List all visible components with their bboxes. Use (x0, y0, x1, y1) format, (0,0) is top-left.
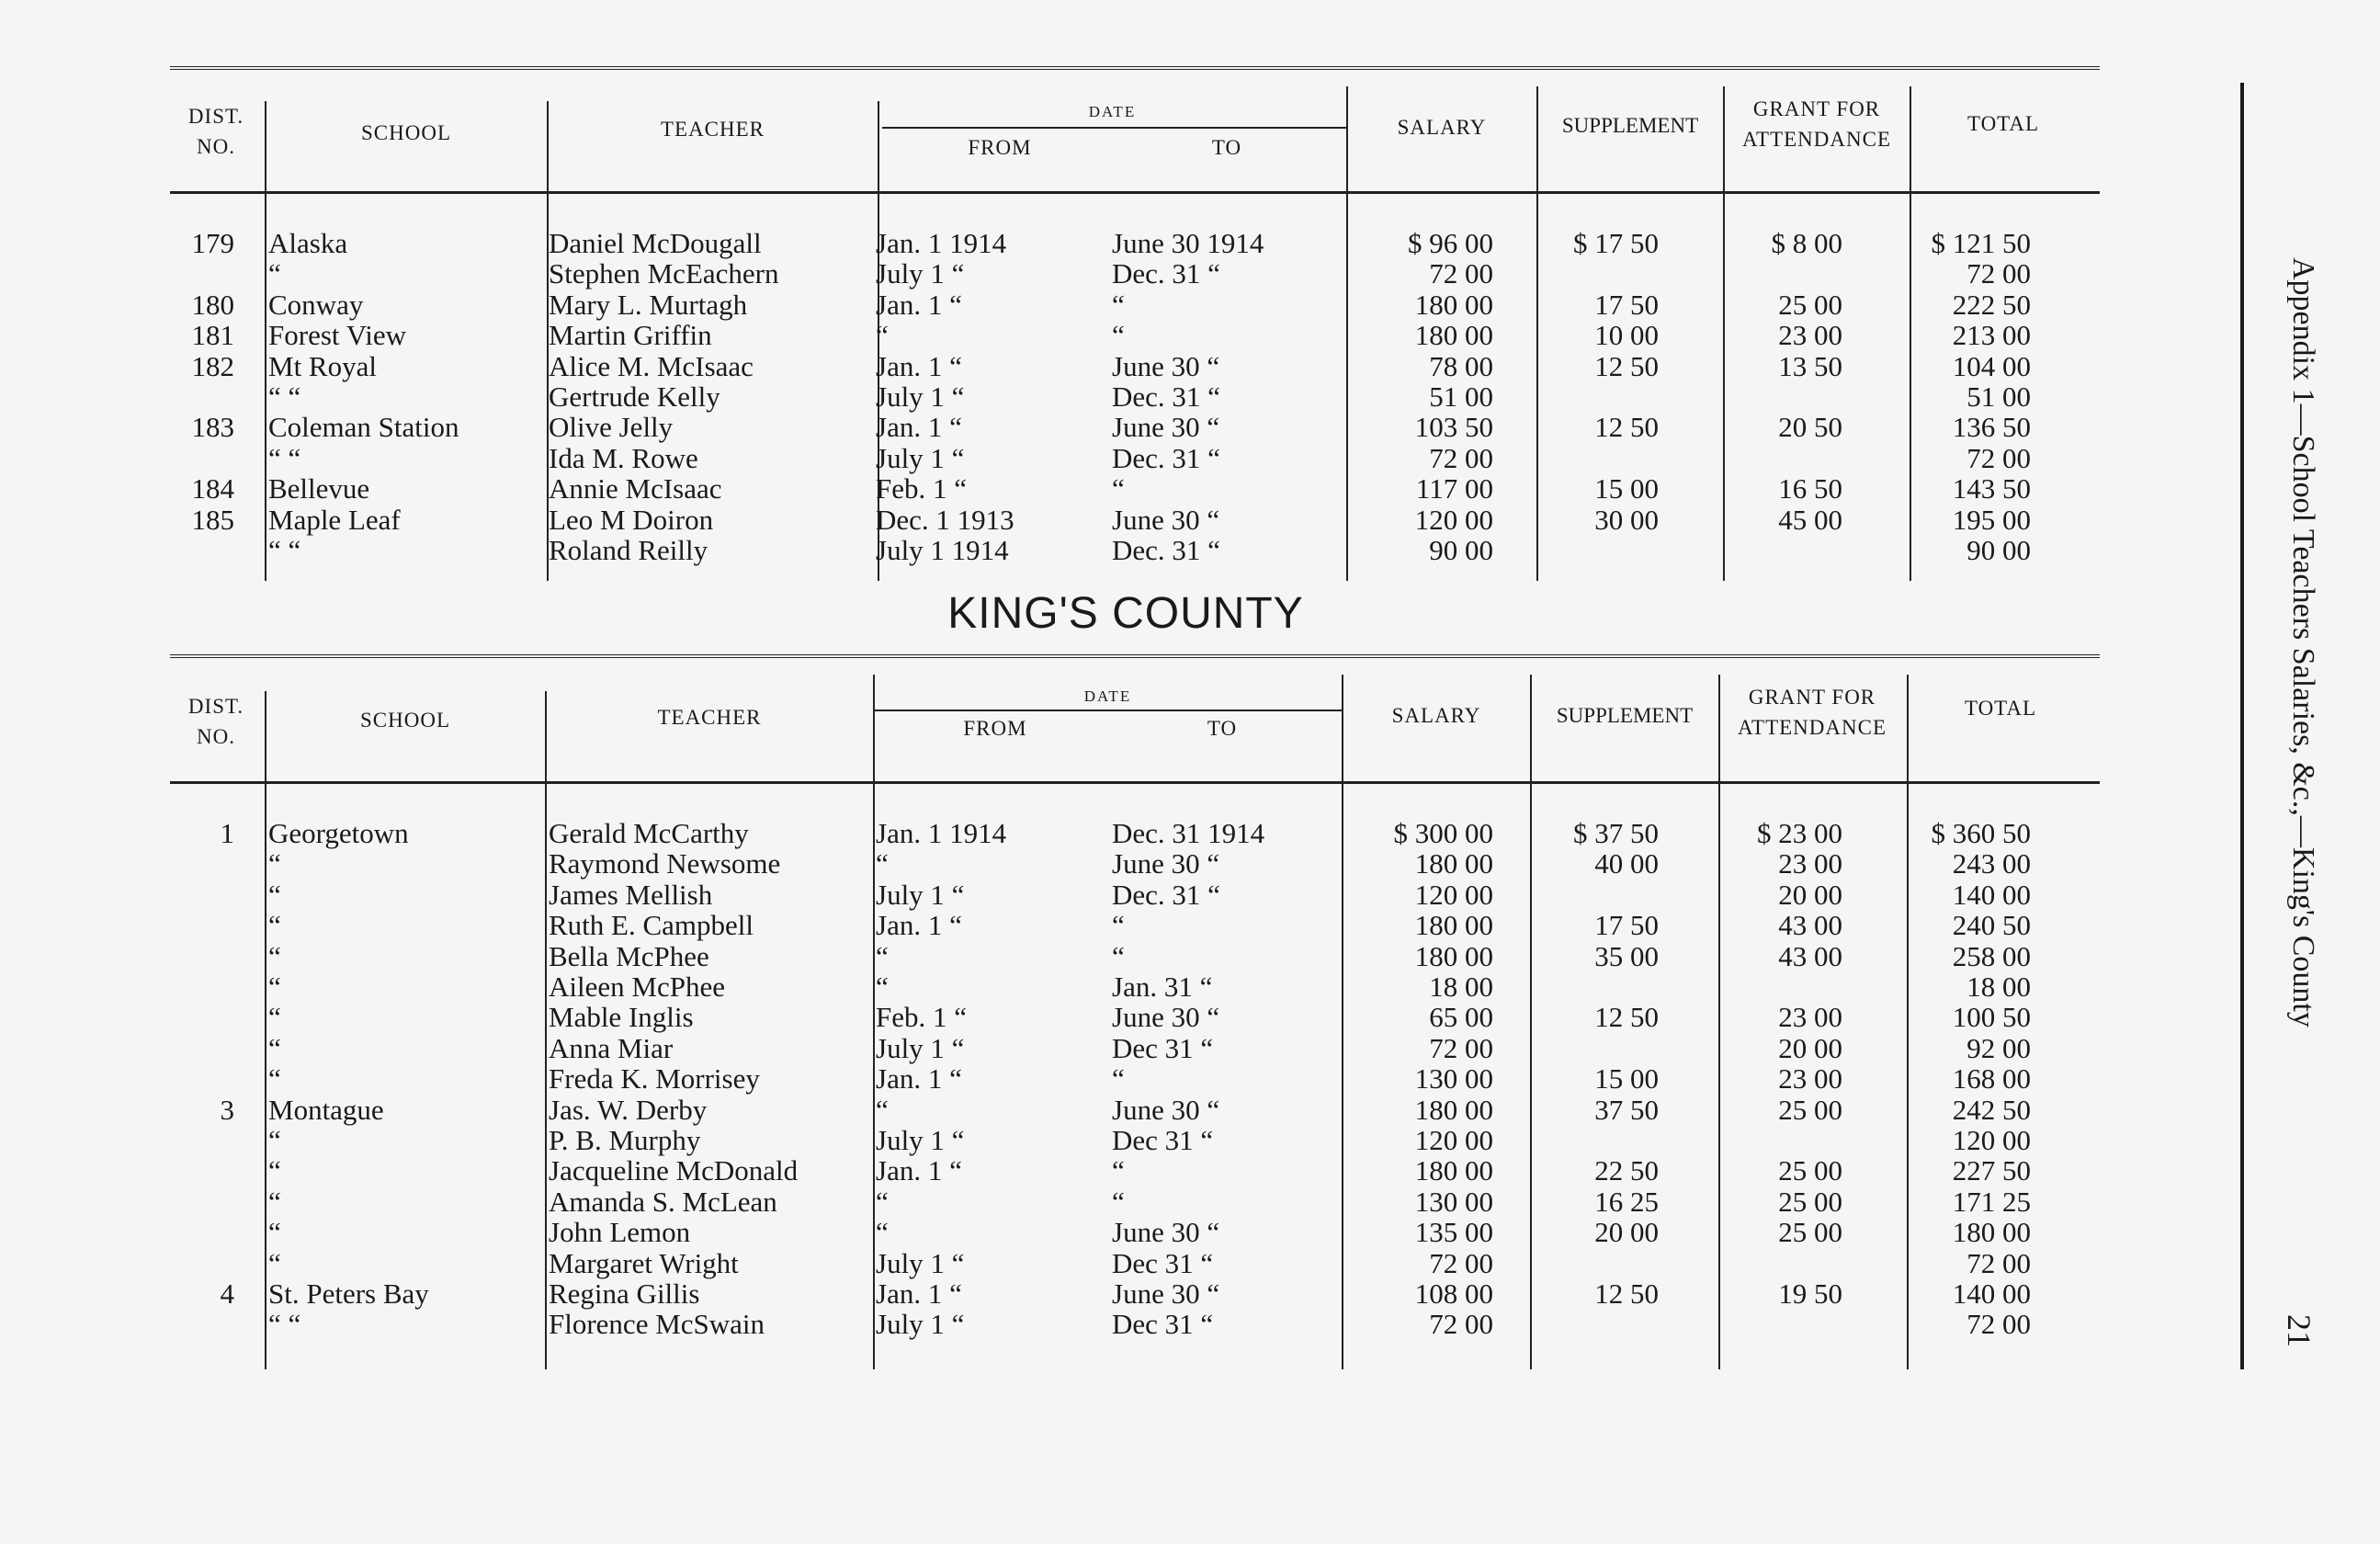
salary-cell: 120 00 (1414, 503, 1493, 536)
salary-cell: 180 00 (1414, 1154, 1493, 1187)
grant-cell: 16 50 (1778, 472, 1842, 505)
date-from-cell: “ (876, 971, 889, 1003)
salary-cell: 108 00 (1414, 1277, 1493, 1310)
date-from-cell: July 1 “ (876, 441, 965, 474)
grant-cell: 25 00 (1778, 1154, 1842, 1187)
teacher-cell: Annie McIsaac (549, 472, 722, 505)
date-from-cell: “ (876, 319, 889, 352)
dist-no-cell: 179 (191, 227, 234, 259)
date-from-cell: “ (876, 1185, 889, 1218)
school-cell: Conway (268, 288, 364, 321)
teacher-cell: Freda K. Morrisey (549, 1062, 760, 1096)
date-from-cell: Jan. 1 1914 (876, 817, 1007, 849)
salary-cell: $ 96 00 (1408, 227, 1493, 259)
table-row (170, 351, 2100, 381)
date-header-rule (882, 127, 1346, 129)
total-cell: 213 00 (1952, 319, 2031, 352)
total-cell: 240 50 (1952, 909, 2031, 942)
table-row (170, 1248, 2100, 1278)
header-to: TO (1211, 136, 1242, 159)
teacher-cell: Mary L. Murtagh (549, 288, 748, 321)
dist-no-cell: 185 (191, 503, 234, 536)
page-number (2247, 1314, 2339, 1369)
teacher-cell: Mable Inglis (549, 1001, 694, 1034)
supplement-cell: 22 50 (1594, 1154, 1659, 1187)
total-cell: $ 360 50 (1931, 817, 2031, 849)
total-cell: 90 00 (1966, 534, 2031, 566)
salary-cell: 103 50 (1414, 411, 1493, 444)
teacher-cell: Margaret Wright (549, 1246, 739, 1279)
salary-cell: 18 00 (1429, 971, 1493, 1003)
grant-cell: 25 00 (1778, 288, 1842, 321)
date-from-cell: Jan. 1 “ (876, 411, 962, 444)
dist-no-cell: 184 (191, 472, 234, 505)
total-cell: $ 121 50 (1931, 227, 2031, 259)
header-from: FROM (968, 136, 1032, 159)
salary-cell: 180 00 (1414, 288, 1493, 321)
salary-cell: $ 300 00 (1393, 817, 1493, 849)
table-row (170, 473, 2100, 504)
school-cell: “ (268, 939, 281, 972)
date-from-cell: July 1 “ (876, 878, 965, 911)
date-to-cell: “ (1112, 319, 1125, 352)
teacher-cell: Jacqueline McDonald (549, 1154, 799, 1187)
total-cell: 18 00 (1966, 971, 2031, 1003)
date-to-cell: Dec 31 “ (1112, 1308, 1214, 1341)
header-salary: SALARY (1391, 704, 1481, 727)
header-to: TO (1207, 717, 1238, 740)
school-cell: “ (268, 909, 281, 942)
grant-cell: 23 00 (1778, 847, 1842, 880)
teacher-cell: P. B. Murphy (549, 1124, 701, 1156)
date-header-rule (873, 710, 1342, 711)
header-school: SCHOOL (360, 121, 451, 144)
school-cell: Bellevue (268, 472, 370, 505)
school-cell: “ “ (268, 380, 301, 413)
county-title: KING'S COUNTY (947, 589, 1304, 638)
teacher-cell: Daniel McDougall (549, 227, 762, 259)
salary-cell: 72 00 (1429, 441, 1493, 474)
header-teacher: TEACHER (657, 706, 762, 729)
grant-cell: 43 00 (1778, 939, 1842, 972)
teacher-cell: Jas. W. Derby (549, 1093, 708, 1126)
date-to-cell: June 30 1914 (1112, 227, 1264, 259)
supplement-cell: 10 00 (1594, 319, 1659, 352)
date-from-cell: “ (876, 1093, 889, 1126)
school-cell: “ (268, 971, 281, 1003)
header-dist: DIST. NO. (187, 695, 244, 748)
table-row (170, 1217, 2100, 1247)
table-top-rule (170, 66, 2100, 70)
table-row (170, 228, 2100, 258)
teacher-cell: Alice M. McIsaac (549, 349, 754, 382)
running-title (2247, 257, 2339, 1140)
date-from-cell: Feb. 1 “ (876, 472, 968, 505)
total-cell: 72 00 (1966, 1308, 2031, 1341)
date-to-cell: Dec. 31 “ (1112, 441, 1220, 474)
teacher-cell: Aileen McPhee (549, 971, 725, 1003)
grant-cell: 43 00 (1778, 909, 1842, 942)
date-to-cell: June 30 “ (1112, 503, 1220, 536)
table-row (170, 1033, 2100, 1063)
supplement-cell: 12 50 (1594, 349, 1659, 382)
total-cell: 258 00 (1952, 939, 2031, 972)
supplement-cell: 15 00 (1594, 1062, 1659, 1096)
salary-cell: 180 00 (1414, 909, 1493, 942)
school-cell: Montague (268, 1093, 384, 1126)
total-cell: 195 00 (1952, 503, 2031, 536)
grant-cell: $ 8 00 (1771, 227, 1842, 259)
grant-cell: 25 00 (1778, 1185, 1842, 1218)
teacher-cell: Leo M Doiron (549, 503, 714, 536)
school-cell: “ “ (268, 441, 301, 474)
date-from-cell: July 1 “ (876, 257, 965, 290)
teacher-cell: Regina Gillis (549, 1277, 700, 1310)
table-top-rule (170, 654, 2100, 658)
teacher-cell: Olive Jelly (549, 411, 674, 444)
dist-no-cell: 180 (191, 288, 234, 321)
dist-no-cell: 181 (191, 319, 234, 352)
school-cell: Maple Leaf (268, 503, 401, 536)
school-cell: Mt Royal (268, 349, 377, 382)
table-row (170, 1155, 2100, 1186)
school-cell: Forest View (268, 319, 406, 352)
teacher-cell: Raymond Newsome (549, 847, 781, 880)
date-from-cell: Jan. 1 “ (876, 349, 962, 382)
date-from-cell: July 1 “ (876, 1031, 965, 1064)
date-to-cell: “ (1112, 1062, 1125, 1096)
supplement-cell: 40 00 (1594, 847, 1659, 880)
salary-cell: 120 00 (1414, 878, 1493, 911)
date-from-cell: Jan. 1 “ (876, 1277, 962, 1310)
date-to-cell: “ (1112, 1185, 1125, 1218)
teacher-cell: Ruth E. Campbell (549, 909, 754, 942)
school-cell: “ (268, 257, 281, 290)
grant-cell: $ 23 00 (1757, 817, 1842, 849)
date-from-cell: Jan. 1 “ (876, 288, 962, 321)
salary-cell: 130 00 (1414, 1062, 1493, 1096)
date-to-cell: Dec. 31 “ (1112, 257, 1220, 290)
salary-cell: 51 00 (1429, 380, 1493, 413)
teacher-cell: Gertrude Kelly (549, 380, 720, 413)
school-cell: St. Peters Bay (268, 1277, 429, 1310)
date-from-cell: July 1 1914 (876, 534, 1009, 566)
supplement-cell: $ 17 50 (1573, 227, 1659, 259)
supplement-cell: 30 00 (1594, 503, 1659, 536)
salary-cell: 130 00 (1414, 1185, 1493, 1218)
teacher-cell: James Mellish (549, 878, 713, 911)
school-cell: “ (268, 1124, 281, 1156)
salary-cell: 90 00 (1429, 534, 1493, 566)
header-total: TOTAL (1964, 697, 2037, 720)
table-row (170, 880, 2100, 910)
date-to-cell: Dec 31 “ (1112, 1124, 1214, 1156)
supplement-cell: 12 50 (1594, 1001, 1659, 1034)
running-title-text: Appendix 1—School Teachers Salaries, &c.,—King's County (2286, 257, 2320, 1027)
school-cell: “ (268, 1062, 281, 1096)
date-from-cell: July 1 “ (876, 1308, 965, 1341)
date-to-cell: “ (1112, 909, 1125, 942)
total-cell: 92 00 (1966, 1031, 2031, 1064)
total-cell: 100 50 (1952, 1001, 2031, 1034)
total-cell: 242 50 (1952, 1093, 2031, 1126)
salary-cell: 180 00 (1414, 1093, 1493, 1126)
table-row (170, 1063, 2100, 1094)
dist-no-cell: 3 (220, 1093, 234, 1126)
total-cell: 180 00 (1952, 1216, 2031, 1249)
school-cell: “ (268, 878, 281, 911)
total-cell: 104 00 (1952, 349, 2031, 382)
page-number-text: 21 (2281, 1314, 2318, 1347)
date-to-cell: Dec. 31 “ (1112, 878, 1220, 911)
date-from-cell: Jan. 1 “ (876, 1062, 962, 1096)
dist-no-cell: 1 (220, 817, 234, 849)
date-to-cell: Dec. 31 1914 (1112, 817, 1265, 849)
header-salary: SALARY (1397, 116, 1487, 139)
table-row (170, 1278, 2100, 1309)
table-row (170, 320, 2100, 350)
total-cell: 51 00 (1966, 380, 2031, 413)
table-row (170, 443, 2100, 473)
date-from-cell: Feb. 1 “ (876, 1001, 968, 1034)
supplement-cell: 20 00 (1594, 1216, 1659, 1249)
salary-cell: 72 00 (1429, 1308, 1493, 1341)
school-cell: “ “ (268, 534, 301, 566)
school-cell: “ (268, 1154, 281, 1187)
teacher-cell: Anna Miar (549, 1031, 674, 1064)
date-to-cell: “ (1112, 939, 1125, 972)
date-to-cell: June 30 “ (1112, 1216, 1220, 1249)
grant-cell: 25 00 (1778, 1093, 1842, 1126)
dist-no-cell: 4 (220, 1277, 234, 1310)
total-cell: 72 00 (1966, 441, 2031, 474)
teacher-cell: John Lemon (549, 1216, 691, 1249)
table-row (170, 1095, 2100, 1125)
teacher-cell: Ida M. Rowe (549, 441, 698, 474)
total-cell: 143 50 (1952, 472, 2031, 505)
date-from-cell: Jan. 1 1914 (876, 227, 1007, 259)
supplement-cell: 37 50 (1594, 1093, 1659, 1126)
table-row (170, 412, 2100, 442)
total-cell: 72 00 (1966, 257, 2031, 290)
table-row (170, 1186, 2100, 1217)
header-dist: DIST. NO. (187, 105, 244, 158)
header-bottom-rule (170, 781, 2100, 784)
date-from-cell: “ (876, 1216, 889, 1249)
table-row (170, 818, 2100, 848)
total-cell: 227 50 (1952, 1154, 2031, 1187)
date-to-cell: “ (1112, 288, 1125, 321)
table-row (170, 1309, 2100, 1339)
school-cell: Georgetown (268, 817, 409, 849)
header-supplement: SUPPLEMENT (1561, 114, 1699, 137)
date-to-cell: June 30 “ (1112, 1277, 1220, 1310)
teacher-cell: Martin Griffin (549, 319, 712, 352)
date-to-cell: June 30 “ (1112, 1001, 1220, 1034)
date-from-cell: Jan. 1 “ (876, 909, 962, 942)
grant-cell: 13 50 (1778, 349, 1842, 382)
date-to-cell: Dec 31 “ (1112, 1031, 1214, 1064)
salary-cell: 72 00 (1429, 257, 1493, 290)
salary-cell: 65 00 (1429, 1001, 1493, 1034)
salary-cell: 180 00 (1414, 319, 1493, 352)
school-cell: “ (268, 1216, 281, 1249)
date-from-cell: July 1 “ (876, 1246, 965, 1279)
school-cell: Coleman Station (268, 411, 459, 444)
salary-cell: 78 00 (1429, 349, 1493, 382)
supplement-cell: 17 50 (1594, 909, 1659, 942)
date-to-cell: June 30 “ (1112, 1093, 1220, 1126)
school-cell: “ (268, 847, 281, 880)
header-date: DATE (1088, 103, 1137, 120)
date-to-cell: Jan. 31 “ (1112, 971, 1213, 1003)
school-cell: “ (268, 1031, 281, 1064)
date-to-cell: June 30 “ (1112, 349, 1220, 382)
supplement-cell: 12 50 (1594, 1277, 1659, 1310)
grant-cell: 45 00 (1778, 503, 1842, 536)
salary-cell: 117 00 (1415, 472, 1493, 505)
table-row (170, 258, 2100, 289)
school-cell: “ (268, 1185, 281, 1218)
supplement-cell: $ 37 50 (1573, 817, 1659, 849)
grant-cell: 23 00 (1778, 1001, 1842, 1034)
teacher-cell: Gerald McCarthy (549, 817, 749, 849)
supplement-cell: 15 00 (1594, 472, 1659, 505)
dist-no-cell: 183 (191, 411, 234, 444)
grant-cell: 20 00 (1778, 1031, 1842, 1064)
date-to-cell: June 30 “ (1112, 847, 1220, 880)
header-grant: GRANT FOR ATTENDANCE (1741, 97, 1892, 151)
total-cell: 120 00 (1952, 1124, 2031, 1156)
date-to-cell: Dec. 31 “ (1112, 534, 1220, 566)
header-from: FROM (963, 717, 1027, 740)
supplement-cell: 12 50 (1594, 411, 1659, 444)
header-date: DATE (1083, 687, 1132, 705)
date-from-cell: July 1 “ (876, 1124, 965, 1156)
date-from-cell: Jan. 1 “ (876, 1154, 962, 1187)
total-cell: 171 25 (1952, 1185, 2031, 1218)
grant-cell: 20 50 (1778, 411, 1842, 444)
teacher-cell: Roland Reilly (549, 534, 708, 566)
teacher-cell: Florence McSwain (549, 1308, 765, 1341)
salary-cell: 72 00 (1429, 1246, 1493, 1279)
salary-cell: 180 00 (1414, 847, 1493, 880)
table-row (170, 290, 2100, 320)
total-cell: 168 00 (1952, 1062, 2031, 1096)
salary-cell: 72 00 (1429, 1031, 1493, 1064)
date-from-cell: Dec. 1 1913 (876, 503, 1014, 536)
table-row (170, 381, 2100, 412)
date-to-cell: Dec. 31 “ (1112, 380, 1220, 413)
header-school: SCHOOL (359, 709, 450, 732)
total-cell: 222 50 (1952, 288, 2031, 321)
total-cell: 140 00 (1952, 1277, 2031, 1310)
total-cell: 72 00 (1966, 1246, 2031, 1279)
margin-rule (2240, 83, 2244, 1369)
header-total: TOTAL (1966, 112, 2040, 135)
date-to-cell: “ (1112, 472, 1125, 505)
school-cell: “ (268, 1246, 281, 1279)
table-row (170, 505, 2100, 535)
supplement-cell: 16 25 (1594, 1185, 1659, 1218)
header-teacher: TEACHER (660, 118, 765, 141)
date-from-cell: July 1 “ (876, 380, 965, 413)
date-to-cell: Dec 31 “ (1112, 1246, 1214, 1279)
supplement-cell: 35 00 (1594, 939, 1659, 972)
total-cell: 136 50 (1952, 411, 2031, 444)
grant-cell: 25 00 (1778, 1216, 1842, 1249)
date-from-cell: “ (876, 847, 889, 880)
table-row (170, 1002, 2100, 1032)
teacher-cell: Bella McPhee (549, 939, 709, 972)
header-grant: GRANT FOR ATTENDANCE (1737, 686, 1887, 739)
table-row (170, 941, 2100, 971)
dist-no-cell: 182 (191, 349, 234, 382)
grant-cell: 23 00 (1778, 1062, 1842, 1096)
grant-cell: 23 00 (1778, 319, 1842, 352)
school-cell: “ “ (268, 1308, 301, 1341)
header-supplement: SUPPLEMENT (1556, 704, 1694, 727)
total-cell: 243 00 (1952, 847, 2031, 880)
supplement-cell: 17 50 (1594, 288, 1659, 321)
teacher-cell: Amanda S. McLean (549, 1185, 777, 1218)
salary-cell: 180 00 (1414, 939, 1493, 972)
grant-cell: 19 50 (1778, 1277, 1842, 1310)
date-to-cell: “ (1112, 1154, 1125, 1187)
table-row (170, 971, 2100, 1002)
grant-cell: 20 00 (1778, 878, 1842, 911)
table-row (170, 1125, 2100, 1155)
teacher-cell: Stephen McEachern (549, 257, 779, 290)
date-from-cell: “ (876, 939, 889, 972)
school-cell: Alaska (268, 227, 348, 259)
salary-cell: 120 00 (1414, 1124, 1493, 1156)
header-bottom-rule (170, 191, 2100, 194)
salary-cell: 135 00 (1414, 1216, 1493, 1249)
table-row (170, 848, 2100, 879)
total-cell: 140 00 (1952, 878, 2031, 911)
table-row (170, 910, 2100, 940)
date-to-cell: June 30 “ (1112, 411, 1220, 444)
table-row (170, 535, 2100, 565)
school-cell: “ (268, 1001, 281, 1034)
